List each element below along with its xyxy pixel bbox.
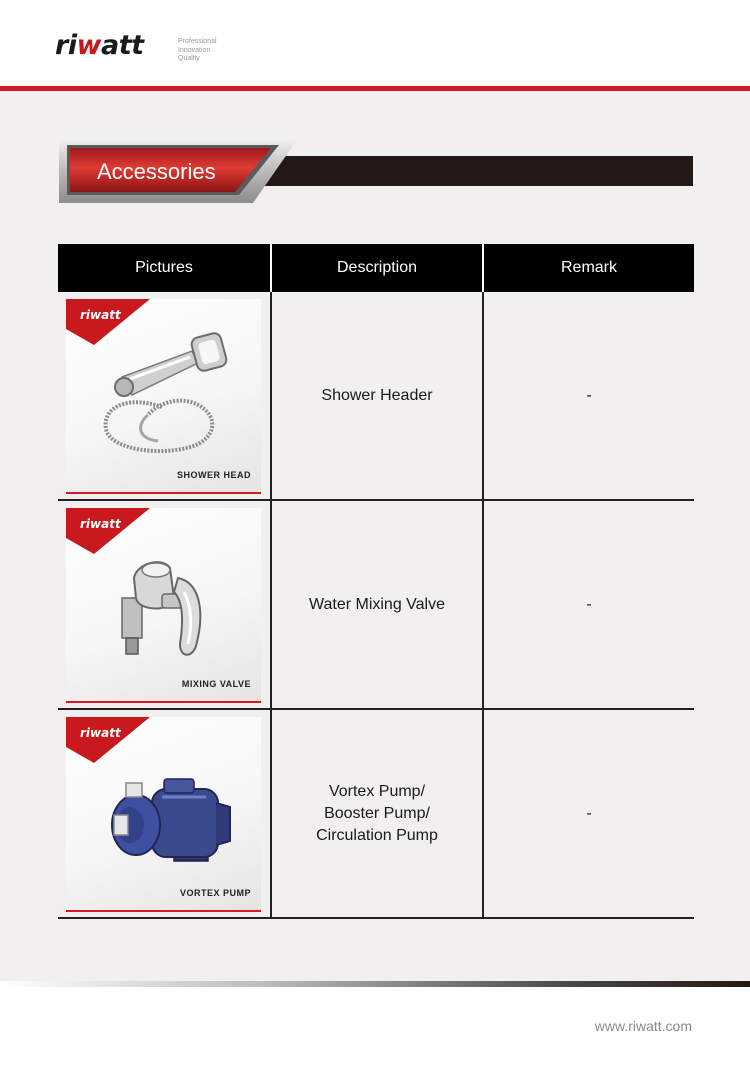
- product-card: [66, 717, 261, 912]
- remark-cell: -: [482, 710, 694, 917]
- table-row: [58, 292, 694, 501]
- card-brand-logo: riwatt: [80, 308, 121, 322]
- page-content: [0, 91, 750, 981]
- card-red-line: [66, 701, 261, 703]
- description-text: Water Mixing Valve: [308, 595, 446, 613]
- section-banner: [57, 137, 302, 203]
- card-brand-logo: riwatt: [80, 517, 121, 531]
- table-row: [58, 710, 694, 919]
- picture-cell: [58, 710, 270, 917]
- header-remark: Remark: [482, 244, 694, 292]
- footer-website: www.riwatt.com: [594, 1018, 692, 1034]
- footer-gradient-bar: [0, 981, 750, 987]
- product-card: [66, 508, 261, 703]
- table-header: [58, 244, 694, 292]
- product-card: [66, 299, 261, 494]
- brand-tagline: Professional Innovation Quality: [178, 38, 217, 62]
- card-red-line: [66, 492, 261, 494]
- table-row: [58, 501, 694, 710]
- riwatt-logo: riwatt: [55, 30, 144, 61]
- card-label: SHOWER HEAD: [176, 470, 251, 480]
- card-red-line: [66, 910, 261, 912]
- description-text: Shower Header: [321, 386, 433, 404]
- description-text: Circulation Pump: [316, 826, 438, 844]
- card-label: VORTEX PUMP: [179, 888, 251, 898]
- remark-cell: -: [482, 501, 694, 708]
- section-title: Accessories: [97, 159, 216, 184]
- picture-cell: [58, 292, 270, 499]
- description-cell: [270, 710, 482, 917]
- page-header: [0, 0, 750, 86]
- card-label: MIXING VALVE: [181, 679, 251, 689]
- description-cell: [270, 501, 482, 708]
- header-pictures: Pictures: [135, 259, 193, 276]
- remark-cell: -: [482, 292, 694, 499]
- description-text: Booster Pump/: [324, 804, 430, 822]
- card-brand-logo: riwatt: [80, 726, 121, 740]
- header-description: Description: [270, 244, 482, 292]
- accessories-table: [58, 244, 694, 919]
- description-cell: [270, 292, 482, 499]
- picture-cell: [58, 501, 270, 708]
- description-text: Vortex Pump/: [328, 782, 426, 800]
